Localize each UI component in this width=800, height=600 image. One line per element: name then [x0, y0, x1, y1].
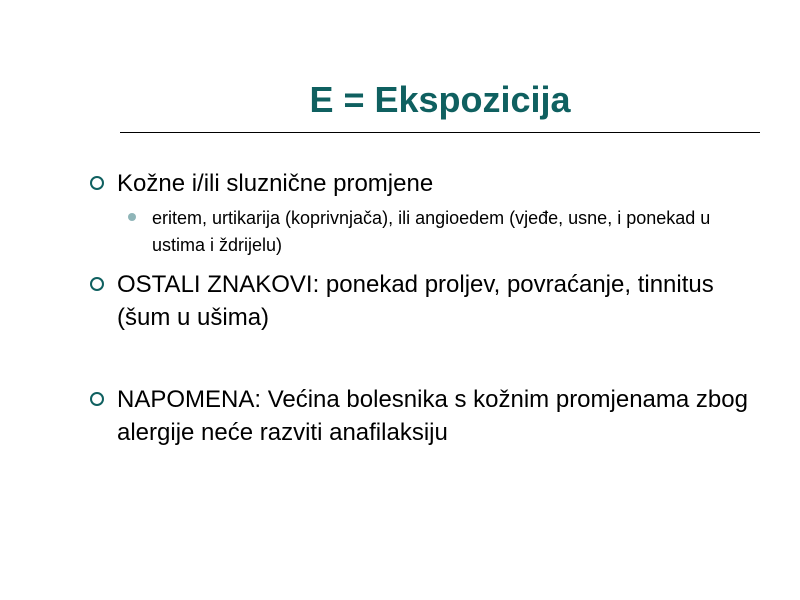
bullet-text: OSTALI ZNAKOVI: ponekad proljev, povraćanje, tinnitus (šum u ušima): [117, 271, 714, 331]
bullet-item: [90, 383, 770, 449]
bullet-item: [90, 268, 770, 334]
ring-bullet-icon: [90, 176, 104, 190]
sub-bullet-text: eritem, urtikarija (koprivnjača), ili angioedem (vjeđe, usne, i ponekad u ustima i ždrijelu): [152, 208, 711, 255]
ring-bullet-icon: [90, 392, 104, 406]
bullet-text: Kožne i/ili sluznične promjene: [117, 170, 434, 197]
title-divider: [120, 132, 760, 133]
ring-bullet-icon: [90, 277, 104, 291]
slide-title: E = Ekspozicija: [309, 79, 571, 120]
bullet-text: NAPOMENA: Većina bolesnika s kožnim promjenama zbog alergije neće razviti anafilaksiju: [117, 386, 748, 446]
sub-bullet-item: [128, 205, 758, 259]
dot-bullet-icon: [128, 213, 136, 221]
bullet-item: [90, 167, 770, 200]
